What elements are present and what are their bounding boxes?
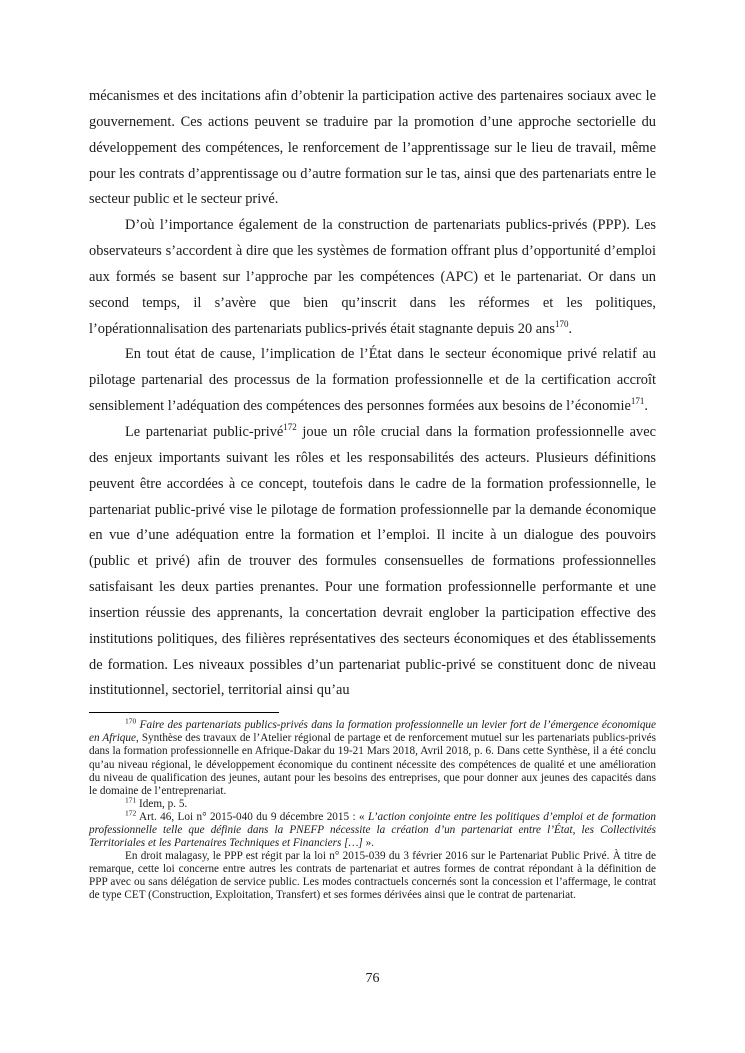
- footnotes: [89, 716, 656, 902]
- paragraph-1: mécanismes et des incitations afin d’obtenir la participation active des partenaires sociaux avec le gouvernement. Ces actions peuvent se traduire par la promotion d’une approche sectorielle du développement des compétences, le renforcement de l’apprentissage sur le lieu de travail, même pour les contrats d’apprentissage ou d’autre formation sur le tas, ainsi que des partenariats entre le secteur public et le secteur privé.: [89, 88, 656, 208]
- footnote-172-text-end: ».: [362, 837, 374, 850]
- paragraph-3-text: En tout état de cause, l’implication de l’État dans le secteur économique privé relatif au pilotage partenarial des processus de la formation professionnelle et de la certification accroît sensiblement l’adéquation des compétences des personnes formées aux besoins de l’économie: [89, 346, 656, 415]
- page-number: 76: [365, 971, 380, 986]
- footnote-170-text: , Synthèse des travaux de l’Atelier régional de partage et de renforcement mutuel sur les partenariats publics-privés dans la formation professionnelle en Afrique-Dakar du 19-21 Mars 2018, Avril 2018, p. 6. Dans cette Synthèse, il a été conclu qu’au niveau régional, le développement économique du continent nécessite des compétences de qualité et une amélioration du niveau de qualification des jeunes, autant pour les besoins des entreprises, que pour donner aux jeunes des capacités dans le domaine de l’entreprenariat.: [89, 732, 656, 797]
- document-page: [89, 84, 656, 903]
- footnote-171-number: 171: [125, 795, 137, 805]
- footnote-170: [89, 716, 656, 798]
- paragraph-3: [89, 342, 656, 420]
- footnote-172-continuation: En droit malagasy, le PPP est régit par la loi n° 2015-039 du 3 février 2016 sur le Partenariat Public Privé. À titre de remarque, cette loi concerne entre autres les contrats de partenariat et autres formes de contrat répondant à la définition de PPP avec ou sans délégation de service public. Les modes contractuels concernés sont la concession et l’affermage, le contrat de type CET (Construction, Exploitation, Transfert) et ses formes dérivées ainsi que le contrat de partenariat.: [89, 850, 656, 902]
- footnote-172: [89, 808, 656, 850]
- paragraph-4-start: Le partenariat public-privé: [125, 423, 284, 440]
- footnote-separator: [89, 712, 279, 713]
- paragraph-2: [89, 213, 656, 342]
- footnote-171-text: Idem, p. 5.: [136, 797, 188, 810]
- footnote-ref-172: 172: [283, 422, 297, 433]
- paragraph-2-text: D’où l’importance également de la construction de partenariats publics-privés (PPP). Les observateurs s’accordent à dire que les systèmes de formation offrant plus d’opportunité d’emploi aux formés se basent sur l’approche par les compétences (APC) et le partenariat. Or dans un second temps, il s’avère que bien qu’inscrit dans les réformes et les politiques, l’opérationnalisation des partenariats publics-privés était stagnante depuis 20 ans: [89, 217, 656, 337]
- body-text: [89, 84, 656, 704]
- footnote-170-title: Faire des partenariats publics-privés dans la formation professionnelle un levier fort de l’émergence économique en Afrique: [89, 719, 656, 745]
- footnote-170-number: 170: [125, 716, 137, 726]
- paragraph-4-rest: joue un rôle crucial dans la formation professionnelle avec des enjeux importants suivant les rôles et les responsabilités des acteurs. Plusieurs définitions peuvent être accordées à ce concept, toutefois dans le cadre de la formation professionnelle, le partenariat public-privé vise le pilotage de formation professionnelle par la demande économique en vue d’une adéquation entre la formation et l’emploi. Il incite à un dialogue des pouvoirs (public et privé) afin de trouver des formules consensuelles de formations professionnelles satisfaisant les deux parties prenantes. Pour une formation professionnelle performante et une insertion réussie des apprenants, la concertation devrait englober la participation effective des institutions politiques, des filières représentatives des secteurs économiques et des établissements de formation. Les niveaux possibles d’un partenariat public-privé se constituent donc de niveau institutionnel, sectoriel, territorial ainsi qu’au: [89, 423, 656, 699]
- paragraph-3-end: .: [644, 398, 648, 415]
- footnote-172-number: 172: [125, 808, 137, 818]
- paragraph-4: [89, 420, 656, 704]
- footnote-171: [89, 795, 656, 811]
- paragraph-2-end: .: [568, 320, 573, 337]
- footnote-172-quote: L’action conjointe entre les politiques d’emploi et de formation professionnelle telle que définie dans la PNEFP nécessite la création d’un partenariat entre l’État, les Collectivités Territoriales et les Partenaires Techniques et Financiers […]: [89, 810, 656, 850]
- footnote-ref-171: 171: [630, 396, 645, 407]
- footnote-ref-170: 170: [554, 318, 569, 329]
- footnote-172-text-start: Art. 46, Loi n° 2015-040 du 9 décembre 2015 : «: [136, 810, 368, 823]
